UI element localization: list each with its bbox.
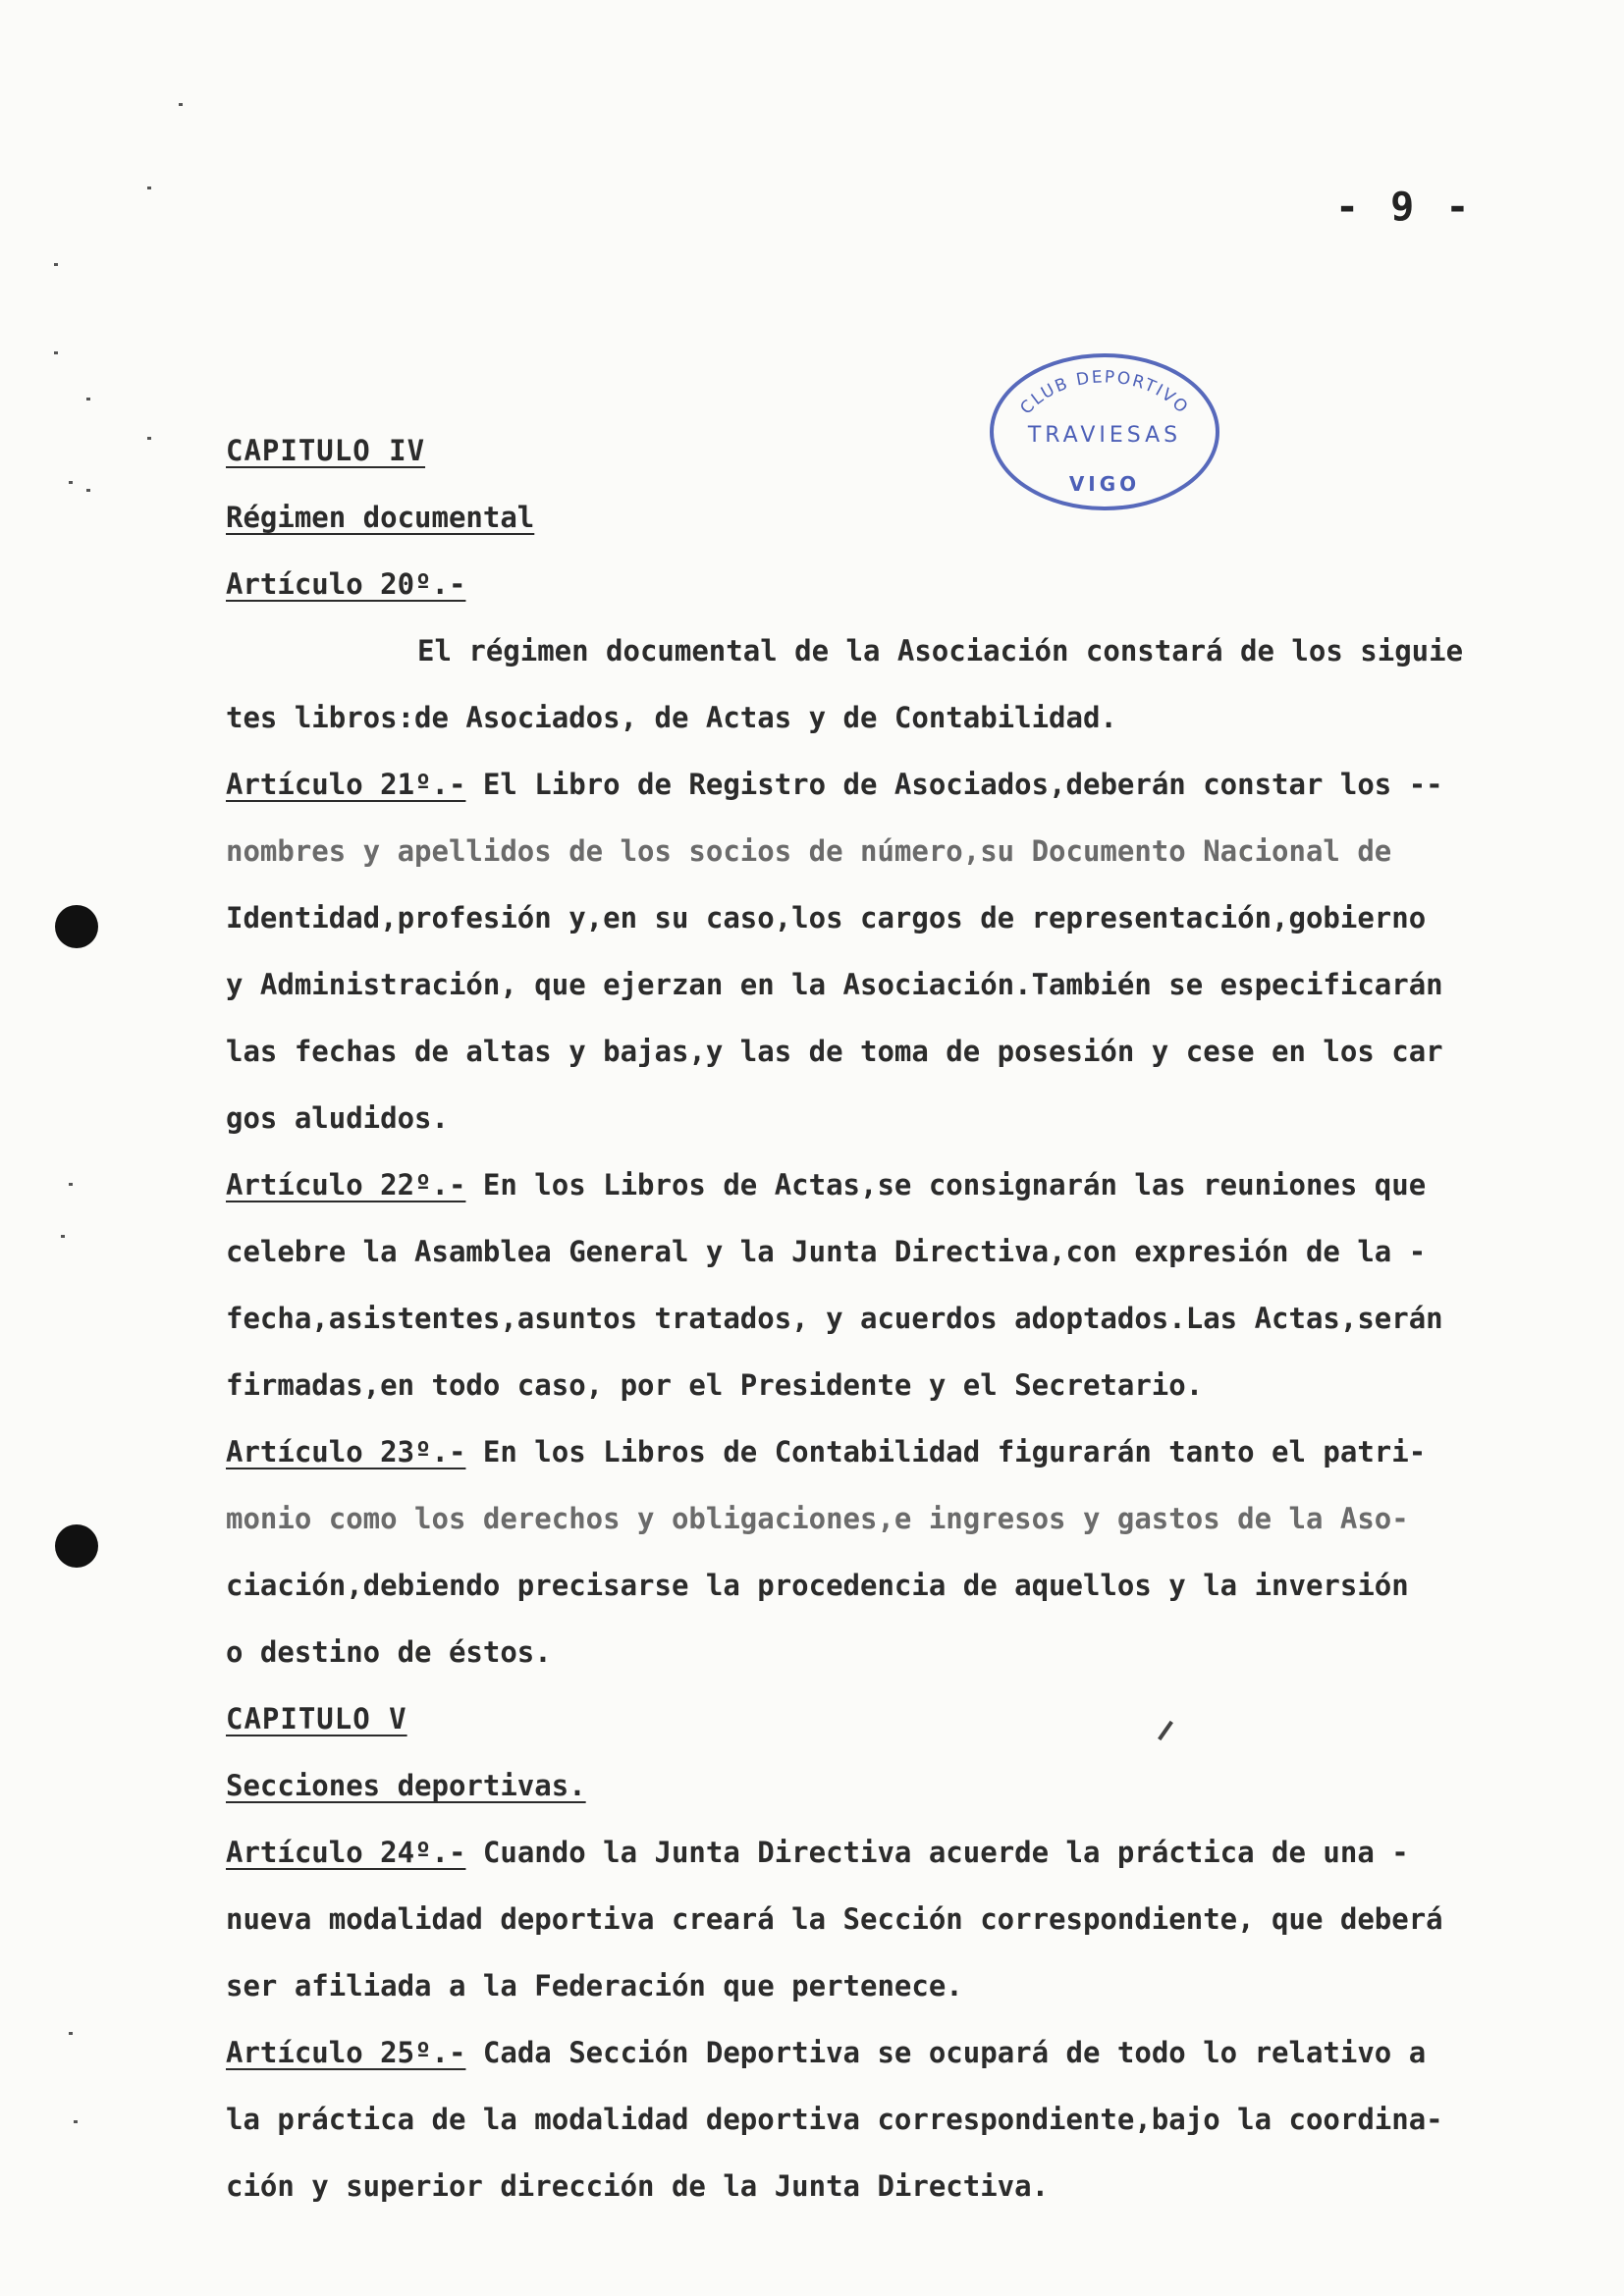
speck — [61, 1235, 65, 1238]
text-line: y Administración, que ejerzan en la Asociación.También se especificarán — [226, 968, 1443, 1001]
article-paragraph-start — [226, 1819, 1610, 1886]
punch-hole-top — [55, 905, 98, 948]
text-line: El Libro de Registro de Asociados,deberán constar los -- — [482, 768, 1443, 801]
svg-text:CLUB DEPORTIVO — [1016, 367, 1192, 418]
speck — [147, 437, 151, 440]
text-line: En los Libros de Actas,se consignarán las reuniones que — [482, 1168, 1427, 1201]
speck — [74, 2120, 78, 2123]
speck — [86, 398, 90, 400]
text-line: Cada Sección Deportiva se ocupará de todo lo relativo a — [482, 2036, 1427, 2069]
text-line: ción y superior dirección de la Junta Directiva. — [226, 2169, 1050, 2203]
text-line: Cuando la Junta Directiva acuerde la práctica de una - — [482, 1836, 1409, 1869]
chapter-subtitle: Secciones deportivas. — [226, 1769, 586, 1802]
text-line: Identidad,profesión y,en su caso,los cargos de representación,gobierno — [226, 901, 1427, 934]
article-label: Artículo 22º.- — [226, 1168, 466, 1201]
punch-hole-bottom — [55, 1524, 98, 1568]
speck — [179, 103, 183, 106]
article-label: Artículo 21º.- — [226, 768, 466, 801]
article-paragraph-start — [226, 751, 1610, 818]
chapter-subtitle: Régimen documental — [226, 501, 535, 534]
article-label: Artículo 25º.- — [226, 2036, 466, 2069]
speck — [54, 351, 58, 354]
article-paragraph-start — [226, 1151, 1610, 1218]
speck — [69, 481, 73, 484]
stamp-middle-text: TRAVIESAS — [1027, 423, 1182, 448]
text-line: celebre la Asamblea General y la Junta Directiva,con expresión de la - — [226, 1235, 1427, 1268]
speck — [69, 2032, 73, 2035]
stamp-bottom-text: VIGO — [1068, 472, 1141, 496]
article-label: Artículo 24º.- — [226, 1836, 466, 1869]
article-label: Artículo 20º.- — [226, 567, 466, 601]
section-heading — [226, 484, 1610, 551]
stamp-top-text: CLUB DEPORTIVO — [1016, 367, 1193, 419]
text-line: fecha,asistentes,asuntos tratados, y acuerdos adoptados.Las Actas,serán — [226, 1302, 1443, 1335]
speck — [147, 187, 151, 189]
speck — [86, 489, 90, 492]
text-line: ciación,debiendo precisarse la procedencia de aquellos y la inversión — [226, 1569, 1409, 1602]
article-label: Artículo 23º.- — [226, 1435, 466, 1468]
text-line: monio como los derechos y obligaciones,e ingresos y gastos de la Aso- — [226, 1502, 1409, 1535]
article-paragraph-start — [226, 2019, 1610, 2086]
article-paragraph-start — [226, 1418, 1610, 1485]
speck — [69, 1183, 73, 1186]
text-line: En los Libros de Contabilidad figurarán tanto el patri- — [482, 1435, 1427, 1468]
article-heading — [226, 551, 1610, 617]
text-line: nueva modalidad deportiva creará la Sección correspondiente, que deberá — [226, 1902, 1443, 1936]
text-line: nombres y apellidos de los socios de número,su Documento Nacional de — [226, 834, 1392, 868]
speck — [54, 263, 58, 266]
chapter-title: CAPITULO IV — [226, 434, 426, 467]
text-line: o destino de éstos. — [226, 1635, 552, 1669]
text-line: la práctica de la modalidad deportiva correspondiente,bajo la coordina- — [226, 2103, 1443, 2136]
document-body — [226, 417, 1610, 2219]
text-line: gos aludidos. — [226, 1101, 449, 1135]
chapter-heading — [226, 417, 1610, 484]
section-heading — [226, 1752, 1610, 1819]
text-line: ser afiliada a la Federación que pertenece. — [226, 1969, 963, 2002]
text-line: las fechas de altas y bajas,y las de toma de posesión y cese en los car — [226, 1035, 1443, 1068]
text-line: firmadas,en todo caso, por el Presidente y el Secretario. — [226, 1368, 1204, 1402]
text-line: El régimen documental de la Asociación constará de los siguie — [417, 634, 1464, 667]
text-line: tes libros:de Asociados, de Actas y de Contabilidad. — [226, 701, 1117, 734]
chapter-title: CAPITULO V — [226, 1702, 407, 1735]
page-number: - 9 - — [1335, 185, 1474, 230]
chapter-heading — [226, 1685, 1610, 1752]
